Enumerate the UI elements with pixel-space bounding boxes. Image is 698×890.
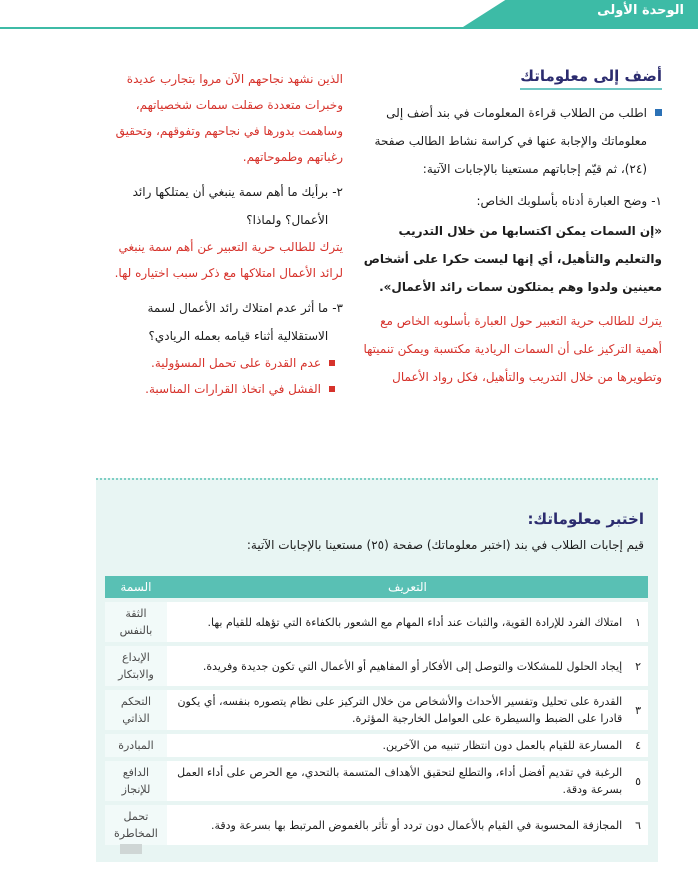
question-number: ٢- [332, 185, 343, 199]
unit-title: الوحدة الأولى [597, 3, 684, 18]
row-definition: القدرة على تحليل وتفسير الأحداث والأشخاص من خلال التركيز على نظام يتصوره بنفسه، أي يكون قادرا على الضبط والسيطرة على العوامل الخارجية المؤثرة. [167, 690, 628, 730]
add-info-title: أضف إلى معلوماتك [520, 67, 662, 90]
answer-1: يترك للطالب حرية التعبير حول العبارة بأسلوبه الخاص مع أهمية التركيز على أن السمات الريادية مكتسبة ويمكن تنميتها وتطويرها من خلال التدريب والتأهيل، فكل رواد الأعمال [363, 314, 662, 384]
intro-text: اطلب من الطلاب قراءة المعلومات في بند أضف إلى معلوماتك والإجابة عنها في كراسة نشاط الطالب صفحة (٢٤)، ثم قيّم إجاباتهم مستعينا بالإجابات الآتية: [374, 106, 647, 176]
add-info-intro [362, 99, 662, 183]
answer-3-item [100, 376, 335, 402]
red-bullet-icon [329, 386, 335, 392]
red-bullet-icon [329, 360, 335, 366]
table-row [105, 805, 648, 845]
add-info-section [362, 66, 662, 391]
row-number: ٢ [628, 646, 648, 686]
test-info-title: اختبر معلوماتك: [527, 510, 644, 528]
answer-3-text: عدم القدرة على تحمل المسؤولية. [151, 356, 321, 370]
row-trait: تحمل المخاطرة [105, 805, 167, 845]
traits-table [105, 572, 648, 849]
row-number: ١ [628, 602, 648, 642]
row-number: ٦ [628, 805, 648, 845]
table-header-row [105, 576, 648, 598]
question-number: ٣- [332, 301, 343, 315]
header-divider [0, 27, 698, 29]
row-definition: المسارعة للقيام بالعمل دون انتظار تنبيه من الآخرين. [167, 734, 628, 757]
answer-2: يترك للطالب حرية التعبير عن أهم سمة ينبغي لرائد الأعمال امتلاكها مع ذكر سبب اختياره لها. [114, 240, 343, 280]
row-number: ٣ [628, 690, 648, 730]
test-info-instruction: قيم إجابات الطلاب في بند (اختبر معلوماتك) صفحة (٢٥) مستعينا بالإجابات الآتية: [246, 538, 644, 552]
column-header-trait: السمة [105, 576, 167, 598]
row-trait: المبادرة [105, 734, 167, 757]
row-definition: الرغبة في تقديم أفضل أداء، والتطلع لتحقيق الأهداف المتسمة بالتحدي، مع الحرص على أداء العمل بسرعة ودقة. [167, 761, 628, 801]
question-number: ١- [651, 194, 662, 208]
bullet-square-icon [655, 109, 662, 116]
row-trait: الدافع للإنجاز [105, 761, 167, 801]
row-number: ٥ [628, 761, 648, 801]
answer-3-text: الفشل في اتخاذ القرارات المناسبة. [145, 382, 321, 396]
column-header-definition: التعريف [167, 576, 648, 598]
row-definition: إيجاد الحلول للمشكلات والتوصل إلى الأفكار أو المفاهيم أو الأعمال التي تكون جديدة وفريدة. [167, 646, 628, 686]
row-trait: الإبداع والابتكار [105, 646, 167, 686]
page-corner-tab [120, 844, 142, 854]
table-row [105, 734, 648, 757]
row-number: ٤ [628, 734, 648, 757]
answer-1-continued: الذين نشهد نجاحهم الآن مروا بتجارب عديدة وخبرات متعددة صقلت سمات شخصياتهم، وساهمت بدورها في نجاحهم وتفوقهم، وتحقيق رغباتهم وطموحاتهم. [115, 72, 343, 164]
quote-text: «إن السمات يمكن اكتسابها من خلال التدريب والتعليم والتأهيل، أي إنها ليست حكرا على أشخاص معينين ولدوا وهم يمتلكون سمات رائد الأعمال». [363, 224, 662, 294]
row-definition: امتلاك الفرد للإرادة القوية، والثبات عند أداء المهام مع الشعور بالكفاءة التي تؤهله للقيام بها. [167, 602, 628, 642]
question-3 [100, 294, 343, 350]
table-row [105, 646, 648, 686]
test-info-panel [96, 478, 658, 862]
question-1 [362, 187, 662, 215]
table-row [105, 690, 648, 730]
table-row [105, 761, 648, 801]
answer-3-item [100, 350, 335, 376]
row-trait: الثقة بالنفس [105, 602, 167, 642]
question-text: برأيك ما أهم سمة ينبغي أن يمتلكها رائد الأعمال؟ ولماذا؟ [132, 185, 329, 227]
question-2 [100, 178, 343, 234]
question-text: وضح العبارة أدناه بأسلوبك الخاص: [476, 194, 648, 208]
question-text: ما أثر عدم امتلاك رائد الأعمال لسمة الاستقلالية أثناء قيامه بعمله الريادي؟ [147, 301, 329, 343]
row-definition: المجازفة المحسوبة في القيام بالأعمال دون تردد أو تأثر بالغموض المرتبط بها بسرعة ودقة. [167, 805, 628, 845]
table-row [105, 602, 648, 642]
row-trait: التحكم الذاتي [105, 690, 167, 730]
left-column [100, 66, 343, 402]
